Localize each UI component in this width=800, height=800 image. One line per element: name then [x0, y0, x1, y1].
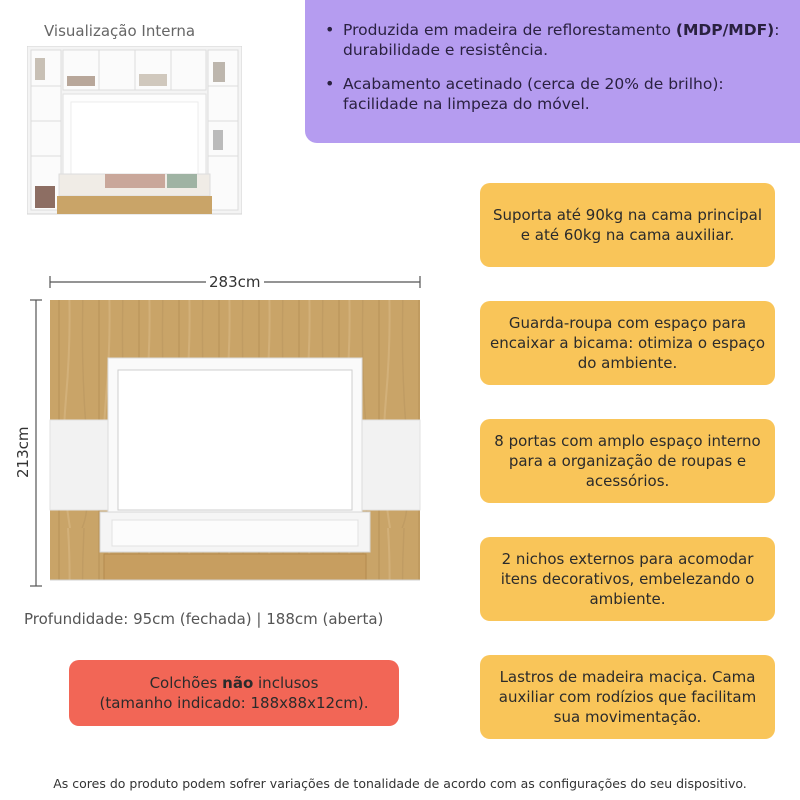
mattress-note-bold: não: [222, 674, 254, 692]
depth-dimension: Profundidade: 95cm (fechada) | 188cm (aberta): [24, 610, 384, 628]
feature-card-slats: Lastros de madeira maciça. Cama auxiliar com rodízios que facilitam sua movimentação.: [480, 655, 775, 739]
highlight-bold: (MDP/MDF): [675, 21, 775, 39]
highlights-box: [305, 0, 800, 143]
feature-card-doors: 8 portas com amplo espaço interno para a organização de roupas e acessórios.: [480, 419, 775, 503]
feature-card-weight: Suporta até 90kg na cama principal e até 60kg na cama auxiliar.: [480, 183, 775, 267]
height-dimension: 213cm: [14, 426, 32, 478]
width-dimension: 283cm: [206, 273, 264, 291]
internal-view-title: Visualização Interna: [44, 22, 196, 40]
feature-card-niches: 2 nichos externos para acomodar itens decorativos, embelezando o ambiente.: [480, 537, 775, 621]
internal-view-illustration: [27, 46, 242, 221]
dimension-drawing: [20, 268, 450, 598]
highlight-item: • Acabamento acetinado (cerca de 20% de brilho): facilidade na limpeza do móvel.: [325, 74, 795, 114]
mattress-note: Colchões não inclusos (tamanho indicado: 188x88x12cm).: [69, 660, 399, 726]
color-disclaimer: As cores do produto podem sofrer variações de tonalidade de acordo com as configurações do seu dispositivo.: [53, 776, 747, 791]
feature-card-trundle-space: Guarda-roupa com espaço para encaixar a bicama: otimiza o espaço do ambiente.: [480, 301, 775, 385]
highlight-item: • Produzida em madeira de reflorestamento (MDP/MDF): durabilidade e resistência.: [325, 20, 795, 60]
